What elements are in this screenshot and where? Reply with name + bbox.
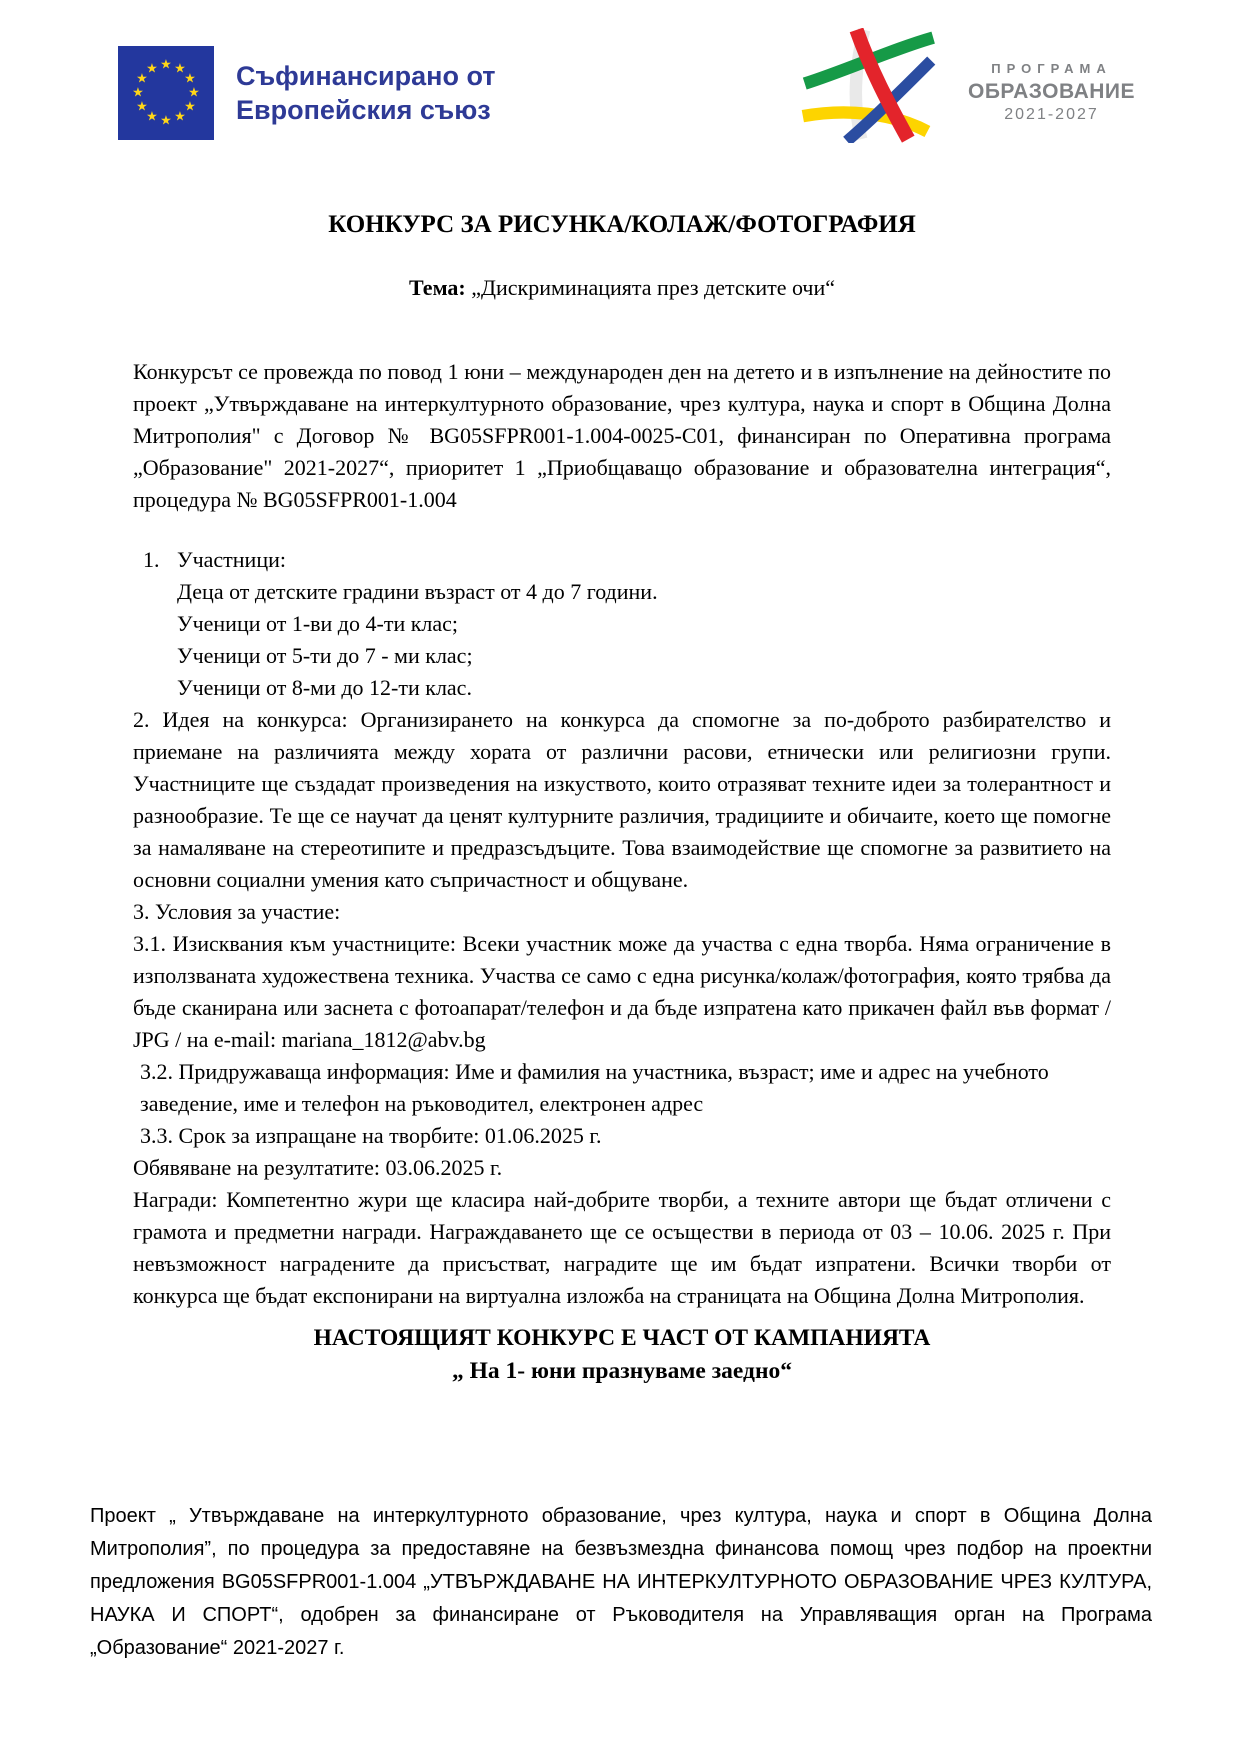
participants-heading-text: Участници: bbox=[177, 547, 286, 572]
program-logo-text bbox=[968, 61, 1135, 124]
intro-paragraph: Конкурсът се провежда по повод 1 юни – международен ден на детето и в изпълнение на дейностите по проект „Утвърждаване на интеркултурното образование, чрез култура, наука и спорт в Община Долна Митрополия" с Договор № BG05SFPR001-1.004-0025-C01, финансиран по Оперативна програма „Образование" 2021-2027“, приоритет 1 „Приобщаващо образование и образователна интеграция“, процедура № BG05SFPR001-1.004 bbox=[133, 359, 1111, 512]
participants-list bbox=[133, 544, 1111, 704]
list-number: 1. bbox=[143, 547, 160, 572]
svg-text:★: ★ bbox=[136, 71, 148, 87]
results-announcement-line: Обявяване на резултатите: 03.06.2025 г. bbox=[133, 1155, 503, 1180]
theme-text: „Дискриминацията през детските очи“ bbox=[465, 275, 836, 300]
program-logo-line3: 2021-2027 bbox=[1004, 106, 1099, 123]
svg-text:★: ★ bbox=[136, 99, 148, 115]
theme-line bbox=[133, 272, 1111, 304]
program-logo-line1: ПРОГРАМА bbox=[991, 61, 1112, 76]
participant-item: Ученици от 8-ми до 12-ти клас. bbox=[177, 675, 472, 700]
campaign-line2: „ На 1- юни празнуваме заедно“ bbox=[452, 1358, 792, 1384]
svg-text:★: ★ bbox=[184, 99, 196, 115]
svg-text:★: ★ bbox=[146, 61, 158, 77]
conditions-heading: 3. Условия за участие: bbox=[133, 899, 341, 924]
svg-text:★: ★ bbox=[160, 113, 172, 129]
eu-logo-line1: Съфинансирано от bbox=[236, 61, 496, 91]
awards-paragraph: Награди: Компетентно жури ще класира най-добрите творби, а техните автори ще бъдат отличени с грамота и предметни награди. Награждаването ще се осъществи в периода от 03 – 10.06. 2025 г. При невъзможност наградените да присъстват, наградите ще им бъдат изпратени. Всички творби от конкурса ще бъдат експонирани на виртуална изложба на страницата на Община Долна Митрополия. bbox=[133, 1187, 1111, 1308]
program-logo-line2: ОБРАЗОВАНИЕ bbox=[968, 80, 1136, 103]
eu-logo-text bbox=[236, 59, 496, 127]
project-footer-note: Проект „ Утвърждаване на интеркултурното образование, чрез култура, наука и спорт в Община Долна Митрополия”, по процедура за предоставяне на безвъзмездна финансова помощ чрез подбор на проектни предложения BG05SFPR001-1.004 „УТВЪРЖДАВАНЕ НА ИНТЕРКУЛТУРНОТО ОБРАЗОВАНИЕ ЧРЕЗ КУЛТУРА, НАУКА И СПОРТ“, одобрен за финансиране от Ръководителя на Управляващия орган на Програма „Образование“ 2021-2027 г. bbox=[90, 1505, 1152, 1659]
svg-text:★: ★ bbox=[146, 109, 158, 125]
eu-flag-icon bbox=[118, 46, 214, 140]
svg-text:★: ★ bbox=[188, 85, 200, 101]
document-title: КОНКУРС ЗА РИСУНКА/КОЛАЖ/ФОТОГРАФИЯ bbox=[328, 211, 916, 238]
svg-text:★: ★ bbox=[160, 57, 172, 73]
document-body bbox=[133, 208, 1111, 1388]
campaign-line1: НАСТОЯЩИЯТ КОНКУРС Е ЧАСТ ОТ КАМПАНИЯТА bbox=[313, 1325, 931, 1351]
participants-heading-row bbox=[143, 544, 1111, 576]
requirements-paragraph: 3.1. Изисквания към участниците: Всеки участник може да участва с една творба. Няма ограничение в използваната художествена техника. Участва се само с една рисунка/колаж/фотография, която трябва да бъде сканирана или заснета с фотоапарат/телефон и да бъде изпратена като прикачен файл във формат / JPG / на e-mail: mariana_1812@abv.bg bbox=[133, 931, 1111, 1052]
svg-text:★: ★ bbox=[174, 61, 186, 77]
participant-item: Ученици от 1-ви до 4-ти клас; bbox=[177, 611, 459, 636]
deadline-line: 3.3. Срок за изпращане на творбите: 01.06.2025 г. bbox=[140, 1123, 602, 1148]
svg-text:★: ★ bbox=[132, 85, 144, 101]
program-education-logo bbox=[798, 28, 1135, 143]
theme-label: Тема: bbox=[408, 275, 466, 300]
eu-logo-line2: Европейския съюз bbox=[236, 95, 491, 125]
participant-item: Деца от детските градини възраст от 4 до 7 години. bbox=[177, 579, 658, 604]
eu-cofunded-logo bbox=[118, 46, 496, 140]
campaign-heading bbox=[133, 1322, 1111, 1388]
participant-item: Ученици от 5-ти до 7 - ми клас; bbox=[177, 643, 473, 668]
svg-text:★: ★ bbox=[184, 71, 196, 87]
program-ribbons-icon bbox=[798, 28, 938, 143]
accompanying-info-paragraph: 3.2. Придружаваща информация: Име и фамилия на участника, възраст; име и адрес на учебното заведение, име и телефон на ръководител, електронен адрес bbox=[140, 1059, 1049, 1116]
svg-text:★: ★ bbox=[174, 109, 186, 125]
idea-paragraph: 2. Идея на конкурса: Организирането на конкурса да спомогне за по-доброто разбирателство и приемане на различията между хората от различни расови, етнически или религиозни групи. Участниците ще създадат произведения на изкуството, които отразяват техните идеи за толерантност и разнообразие. Те ще се научат да ценят културните различия, традициите и обичаите, което ще помогне за намаляване на стереотипите и предразсъдъците. Това взаимодействие ще спомогне за развитието на основни социални умения като съпричастност и общуване. bbox=[133, 707, 1111, 892]
